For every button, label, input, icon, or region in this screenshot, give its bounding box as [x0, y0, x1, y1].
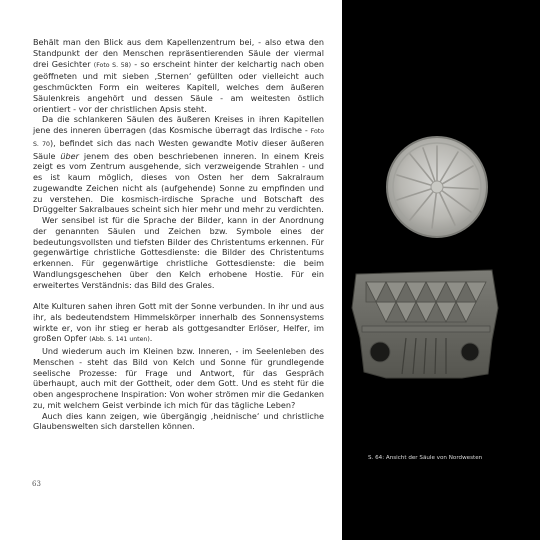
- paragraph-3: Wer sensibel ist für die Sprache der Bilder, kann in der Anordnung der genannten Säulen und Zeichen bzw. Symbole eines der bedeutungsvollsten und tiefsten Bilder des Christentums erkennen. Für gegenwärtige christliche Gottesdienste: die Bilder des Christentums erkennen. Für gegenwärtige christliche Gottesdienste: die beim Wandlungsgeschehen über den Kelch erhobene Hostie. Für ein erweitertes Verständnis: das Bild des Grales.: [33, 215, 324, 290]
- page-number: 63: [32, 480, 41, 488]
- paragraph-1: Behält man den Blick aus dem Kapellenzentrum bei, - also etwa den Standpunkt der den Menschen repräsentierenden Säule der viermal drei Gesichter (Foto S. 58) - so erscheint hinter der kelchartig nach oben geöffneten und mit sieben ‚Sternen‘ gefüllten oder vielleicht auch geschmückten Form ein weiteres Kapitell, welches dem äußeren Säulenkreis angehört und dessen Säule - am weitesten östlich orientiert - vor der christlichen Apsis steht.: [33, 37, 325, 114]
- figure-reference: (Abb. S. 141 unten): [89, 336, 150, 344]
- paragraph-4: Alte Kulturen sahen ihren Gott mit der Sonne verbunden. In ihr und aus ihr, als bedeutendstem Himmelskörper innerhalb des Sonnensystems wirkte er, von ihr stieg er herab als gottgesandter Erlöser, Helfer, im großen Opfer (Abb. S. 141 unten).: [33, 301, 324, 344]
- paragraph-6: Auch dies kann zeigen, wie übergängig ‚heidnische‘ und christliche Glaubenswelten sich darstellen können.: [33, 410, 324, 432]
- paragraph-5: Und wiederum auch im Kleinen bzw. Inneren, - im Seelenleben des Menschen - steht das Bild von Kelch und Sonne für grundlegende seelische Prozesse: für Frage und Antwort, für das Gespräch überhaupt, auch mit der Gottheit, oder dem Gott. Und es steht für die oben angesprochene Inspiration: Von woher strömen mir die Gedanken zu, mit welchem Geist verbinde ich mich für das tägliche Leben?: [33, 346, 324, 410]
- photo-reference: Foto S. 70: [33, 128, 324, 148]
- photo-reference: (Foto S. 58): [93, 61, 131, 69]
- figure-caption: S. 64: Ansicht der Säule von Nordwesten: [368, 455, 483, 461]
- sun-capital-photo: [382, 132, 492, 242]
- capital-relief-photo: [342, 268, 500, 380]
- body-text: [33, 37, 324, 432]
- paragraph-2: Da die schlankeren Säulen des äußeren Kreises in ihren Kapitellen jene des inneren überragen (das Kosmische überragt das Irdische - Foto S. 70), befindet sich das nach Westen gewandte Motiv dieser äußeren Säule über jenem des oben beschriebenen inneren. In einem Kreis zeigt es vom Zentrum ausgehende, sich verzweigende Strahlen - und es ist kaum möglich, dieses von Osten her dem Sakralraum zugewandte Zeichen nicht als (aufgehende) Sonne zu empfinden und zu verstehen. Die kosmisch-irdische Sprache und Botschaft des Drüggelter Sakralbaues scheint sich hier mehr und mehr zu verdichten.: [33, 114, 324, 215]
